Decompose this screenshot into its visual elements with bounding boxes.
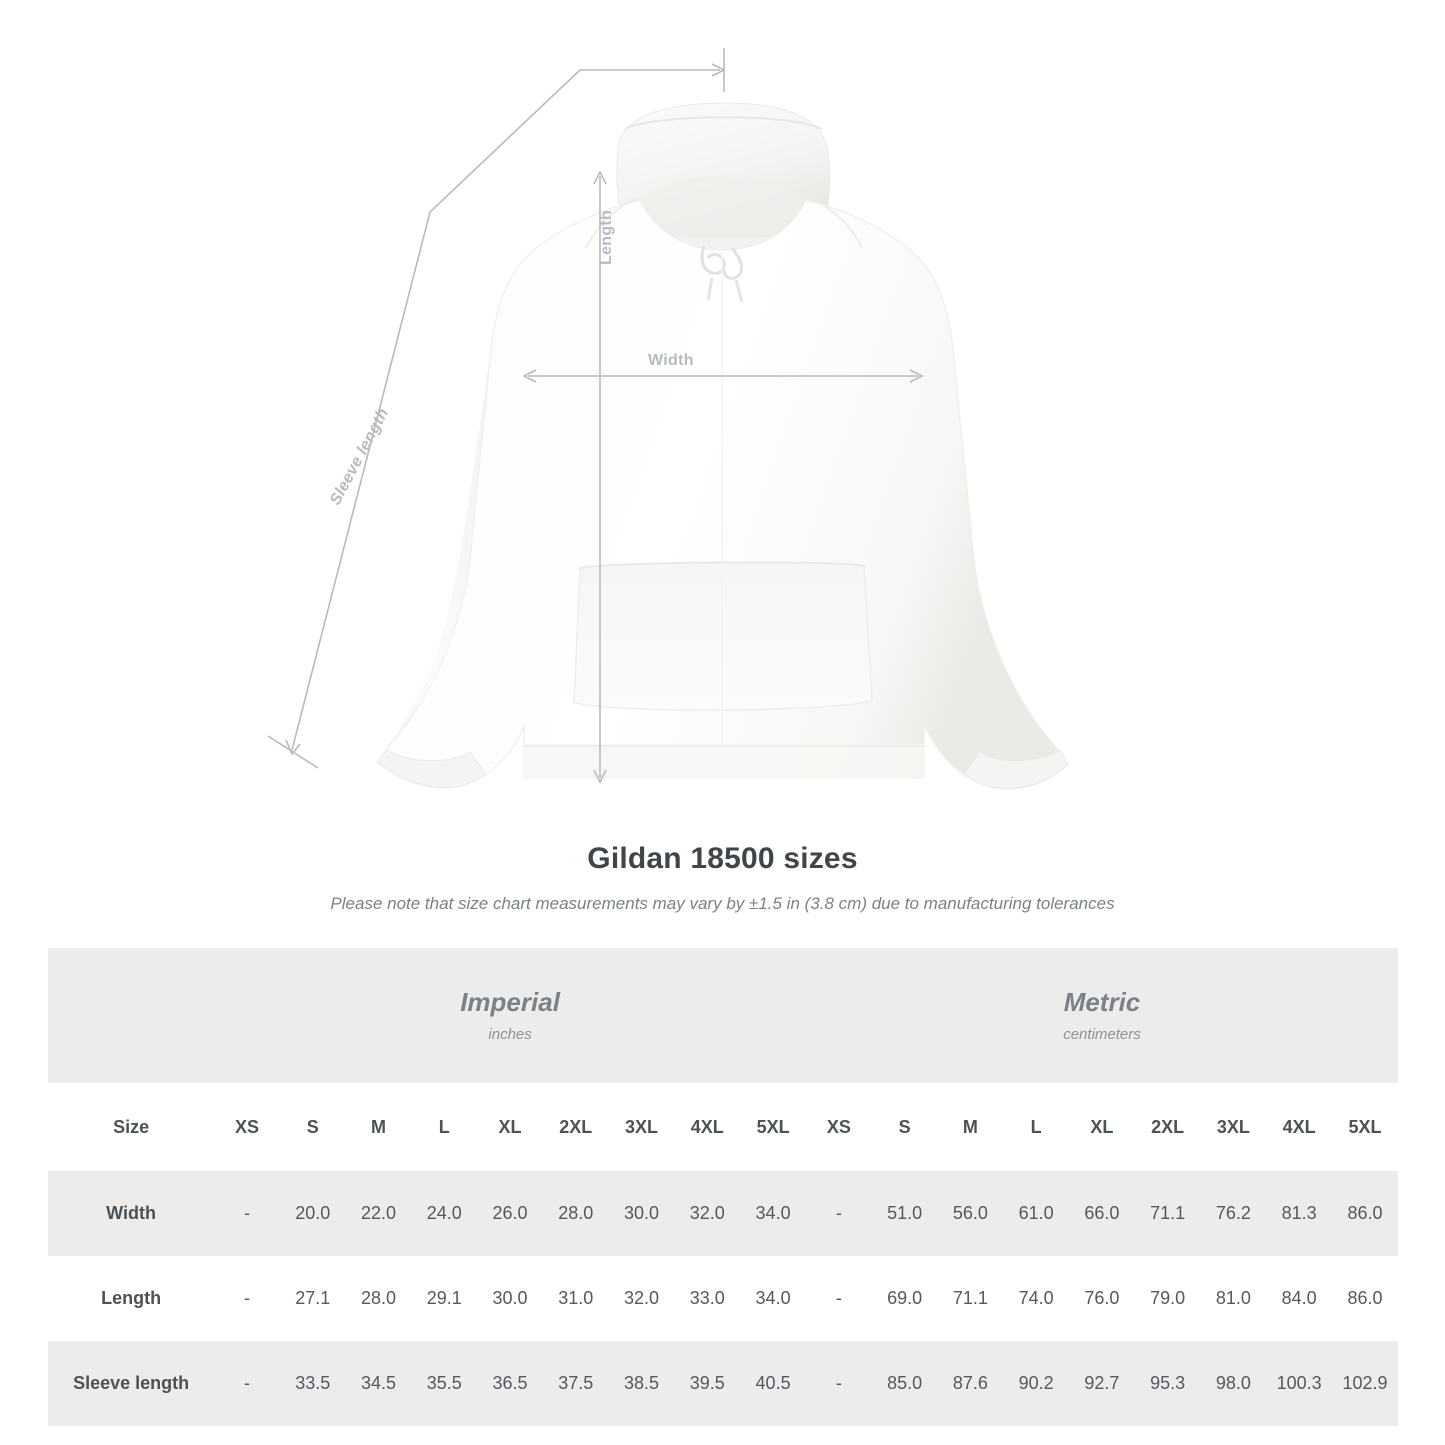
size-header-label: Size bbox=[113, 1116, 150, 1137]
sleeve-imperial-l: 35.5 bbox=[426, 1373, 462, 1393]
sleeve-imperial-xl: 36.5 bbox=[492, 1373, 528, 1393]
sleeve-imperial-5xl: 40.5 bbox=[755, 1373, 791, 1393]
row-label-width: Width bbox=[106, 1203, 156, 1223]
sleeve-imperial-3xl: 38.5 bbox=[624, 1373, 660, 1393]
width-imperial-m: 22.0 bbox=[361, 1203, 397, 1223]
width-label: Width bbox=[648, 352, 694, 369]
sleeve-metric-xl: 92.7 bbox=[1084, 1373, 1120, 1393]
length-metric-xs: - bbox=[835, 1288, 842, 1308]
tolerance-note: Please note that size chart measurements may vary by ±1.5 in (3.8 cm) due to manufacturing tolerances bbox=[330, 894, 1115, 913]
page-title: Gildan 18500 sizes bbox=[587, 842, 858, 875]
size-col-metric-5xl: 5XL bbox=[1348, 1116, 1382, 1137]
row-label-length: Length bbox=[101, 1288, 162, 1308]
width-imperial-4xl: 32.0 bbox=[689, 1203, 725, 1223]
sleeve-metric-4xl: 100.3 bbox=[1276, 1373, 1322, 1393]
length-imperial-5xl: 34.0 bbox=[755, 1288, 791, 1308]
length-metric-2xl: 79.0 bbox=[1150, 1288, 1186, 1308]
imperial-subtitle: inches bbox=[488, 1026, 532, 1044]
length-metric-4xl: 84.0 bbox=[1281, 1288, 1317, 1308]
sleeve-metric-3xl: 98.0 bbox=[1215, 1373, 1251, 1393]
size-col-imperial-xl: XL bbox=[498, 1116, 522, 1137]
sleeve-imperial-xs: - bbox=[244, 1373, 251, 1393]
width-metric-3xl: 76.2 bbox=[1215, 1203, 1251, 1223]
length-metric-3xl: 81.0 bbox=[1215, 1288, 1251, 1308]
size-col-metric-l: L bbox=[1030, 1116, 1042, 1137]
length-metric-s: 69.0 bbox=[887, 1288, 923, 1308]
size-col-imperial-xs: XS bbox=[235, 1116, 260, 1137]
width-metric-m: 56.0 bbox=[952, 1203, 988, 1223]
length-imperial-xs: - bbox=[244, 1288, 251, 1308]
length-imperial-3xl: 32.0 bbox=[624, 1288, 660, 1308]
width-imperial-xs: - bbox=[244, 1203, 251, 1223]
sleeve-metric-5xl: 102.9 bbox=[1342, 1373, 1388, 1393]
size-col-metric-3xl: 3XL bbox=[1216, 1116, 1250, 1137]
width-metric-4xl: 81.3 bbox=[1281, 1203, 1317, 1223]
size-col-imperial-s: S bbox=[306, 1116, 319, 1137]
width-imperial-s: 20.0 bbox=[295, 1203, 331, 1223]
size-col-metric-m: M bbox=[962, 1116, 978, 1137]
size-col-imperial-4xl: 4XL bbox=[690, 1116, 724, 1137]
size-col-imperial-2xl: 2XL bbox=[559, 1116, 593, 1137]
width-imperial-5xl: 34.0 bbox=[755, 1203, 791, 1223]
length-label: Length bbox=[598, 209, 615, 265]
size-col-metric-s: S bbox=[898, 1116, 911, 1137]
metric-header bbox=[806, 948, 1398, 1083]
size-col-imperial-5xl: 5XL bbox=[756, 1116, 790, 1137]
length-imperial-2xl: 31.0 bbox=[558, 1288, 594, 1308]
table-row bbox=[48, 1341, 1398, 1426]
size-col-imperial-m: M bbox=[371, 1116, 387, 1137]
sleeve-imperial-2xl: 37.5 bbox=[558, 1373, 594, 1393]
width-imperial-xl: 26.0 bbox=[492, 1203, 528, 1223]
length-imperial-m: 28.0 bbox=[361, 1288, 397, 1308]
size-chart-table bbox=[48, 948, 1398, 1426]
sleeve-metric-m: 87.6 bbox=[952, 1373, 988, 1393]
table-row bbox=[48, 1171, 1398, 1256]
unit-header-blank bbox=[48, 948, 214, 1083]
sleeve-length-label: Sleeve length bbox=[327, 405, 393, 508]
length-imperial-xl: 30.0 bbox=[492, 1288, 528, 1308]
sleeve-metric-s: 85.0 bbox=[887, 1373, 923, 1393]
metric-title: Metric bbox=[1063, 986, 1141, 1017]
length-imperial-s: 27.1 bbox=[295, 1288, 331, 1308]
width-imperial-2xl: 28.0 bbox=[558, 1203, 594, 1223]
width-metric-l: 61.0 bbox=[1018, 1203, 1054, 1223]
width-metric-5xl: 86.0 bbox=[1347, 1203, 1383, 1223]
length-imperial-4xl: 33.0 bbox=[689, 1288, 725, 1308]
width-imperial-3xl: 30.0 bbox=[624, 1203, 660, 1223]
sleeve-imperial-m: 34.5 bbox=[361, 1373, 397, 1393]
imperial-header bbox=[214, 948, 806, 1083]
length-metric-xl: 76.0 bbox=[1084, 1288, 1120, 1308]
width-metric-xl: 66.0 bbox=[1084, 1203, 1120, 1223]
width-metric-2xl: 71.1 bbox=[1150, 1203, 1186, 1223]
size-col-metric-xl: XL bbox=[1090, 1116, 1114, 1137]
width-imperial-l: 24.0 bbox=[426, 1203, 462, 1223]
sleeve-metric-xs: - bbox=[835, 1373, 842, 1393]
sleeve-metric-2xl: 95.3 bbox=[1150, 1373, 1186, 1393]
length-metric-l: 74.0 bbox=[1018, 1288, 1054, 1308]
size-col-imperial-3xl: 3XL bbox=[625, 1116, 659, 1137]
sleeve-metric-l: 90.2 bbox=[1018, 1373, 1054, 1393]
sleeve-imperial-4xl: 39.5 bbox=[689, 1373, 725, 1393]
unit-header-row bbox=[48, 948, 1398, 1083]
width-metric-s: 51.0 bbox=[887, 1203, 923, 1223]
length-metric-m: 71.1 bbox=[952, 1288, 988, 1308]
row-label-sleeve-length: Sleeve length bbox=[73, 1373, 190, 1393]
size-chart-table-area bbox=[48, 948, 1398, 1426]
length-metric-5xl: 86.0 bbox=[1347, 1288, 1383, 1308]
size-header-row bbox=[48, 1083, 1398, 1171]
size-col-imperial-l: L bbox=[438, 1116, 450, 1137]
sleeve-imperial-s: 33.5 bbox=[295, 1373, 331, 1393]
imperial-title: Imperial bbox=[460, 986, 560, 1017]
width-metric-xs: - bbox=[835, 1203, 842, 1223]
table-row bbox=[48, 1256, 1398, 1341]
metric-subtitle: centimeters bbox=[1063, 1026, 1141, 1044]
size-col-metric-xs: XS bbox=[826, 1116, 851, 1137]
size-col-metric-4xl: 4XL bbox=[1282, 1116, 1316, 1137]
size-col-metric-2xl: 2XL bbox=[1151, 1116, 1185, 1137]
length-imperial-l: 29.1 bbox=[426, 1288, 462, 1308]
